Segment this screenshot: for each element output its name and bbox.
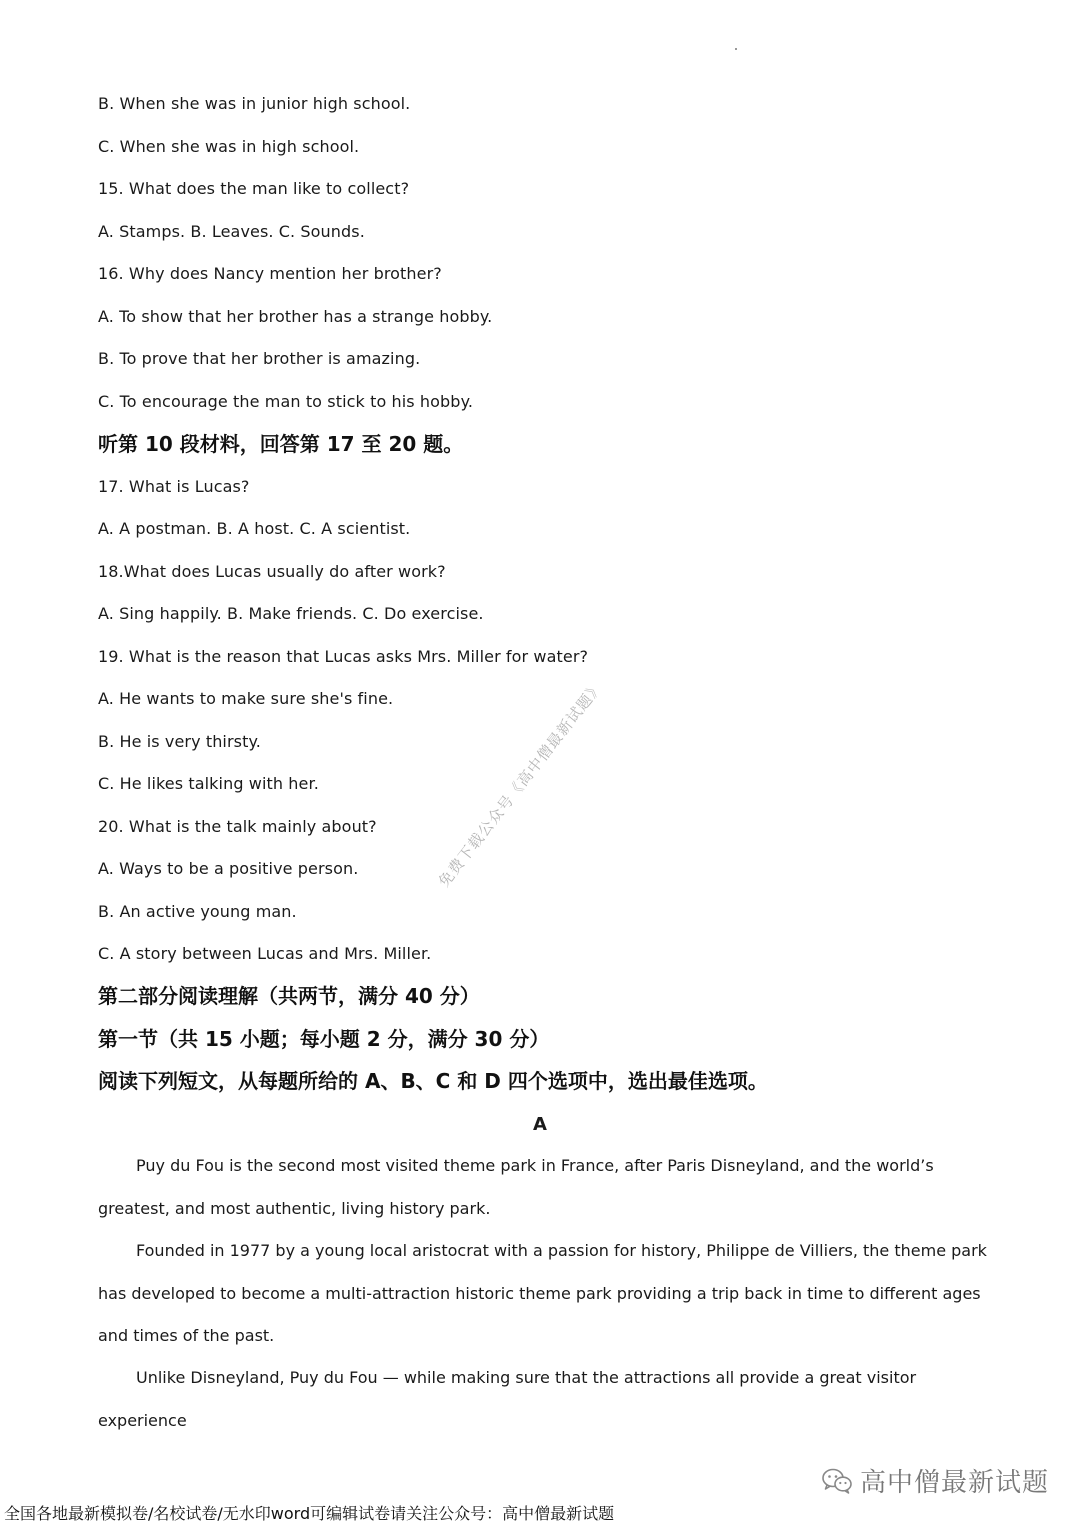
option-line: A. Stamps. B. Leaves. C. Sounds. [98, 222, 365, 241]
option-line: B. An active young man. [98, 902, 297, 921]
option-line: C. A story between Lucas and Mrs. Miller. [98, 944, 432, 963]
brand-name: 高中僧最新试题 [860, 1468, 1050, 1498]
footer-note: 全国各地最新模拟卷/名校试卷/无水印word可编辑试卷请关注公众号：高中僧最新试题 [4, 1504, 615, 1523]
section-heading: 第一节（共 15 小题；每小题 2 分，满分 30 分） [98, 1027, 550, 1051]
option-line: A. A postman. B. A host. C. A scientist. [98, 519, 411, 538]
section-heading: 听第 10 段材料，回答第 17 至 20 题。 [98, 432, 464, 456]
option-line: A. To show that her brother has a strange hobby. [98, 307, 493, 326]
option-line: C. He likes talking with her. [98, 774, 319, 793]
question-line: 18.What does Lucas usually do after work? [98, 562, 446, 581]
passage-paragraph: Puy du Fou is the second most visited theme park in France, after Paris Disneyland, and the world’s greatest, and most authentic, living history park. [98, 1156, 934, 1218]
instruction-heading: 阅读下列短文，从每题所给的 A、B、C 和 D 四个选项中，选出最佳选项。 [98, 1069, 768, 1093]
passage-paragraph: Founded in 1977 by a young local aristocrat with a passion for history, Philippe de Villiers, the theme park has developed to become a multi-attraction historic theme park providing a trip back in time to different ages and times of the past. [98, 1241, 987, 1345]
question-line: 17. What is Lucas? [98, 477, 250, 496]
question-line: 16. Why does Nancy mention her brother? [98, 264, 442, 283]
part-heading: 第二部分阅读理解（共两节，满分 40 分） [98, 984, 480, 1008]
wechat-icon [822, 1468, 852, 1494]
brand-mark [822, 1462, 1049, 1499]
question-line: 20. What is the talk mainly about? [98, 817, 377, 836]
option-line: B. To prove that her brother is amazing. [98, 349, 421, 368]
option-line: B. When she was in junior high school. [98, 94, 411, 113]
option-line: C. When she was in high school. [98, 137, 360, 156]
option-line: A. He wants to make sure she's fine. [98, 689, 394, 708]
passage-paragraph: Unlike Disneyland, Puy du Fou — while making sure that the attractions all provide a great visitor experience [98, 1368, 917, 1430]
watermark-text: 免费下载公众号《高中僧最新试题》 [434, 677, 607, 891]
scan-speck [735, 48, 737, 50]
option-line: A. Ways to be a positive person. [98, 859, 359, 878]
passage-title: A [533, 1114, 547, 1135]
question-line: 19. What is the reason that Lucas asks Mrs. Miller for water? [98, 647, 589, 666]
option-line: A. Sing happily. B. Make friends. C. Do exercise. [98, 604, 484, 623]
question-line: 15. What does the man like to collect? [98, 179, 410, 198]
option-line: C. To encourage the man to stick to his hobby. [98, 392, 474, 411]
option-line: B. He is very thirsty. [98, 732, 261, 751]
